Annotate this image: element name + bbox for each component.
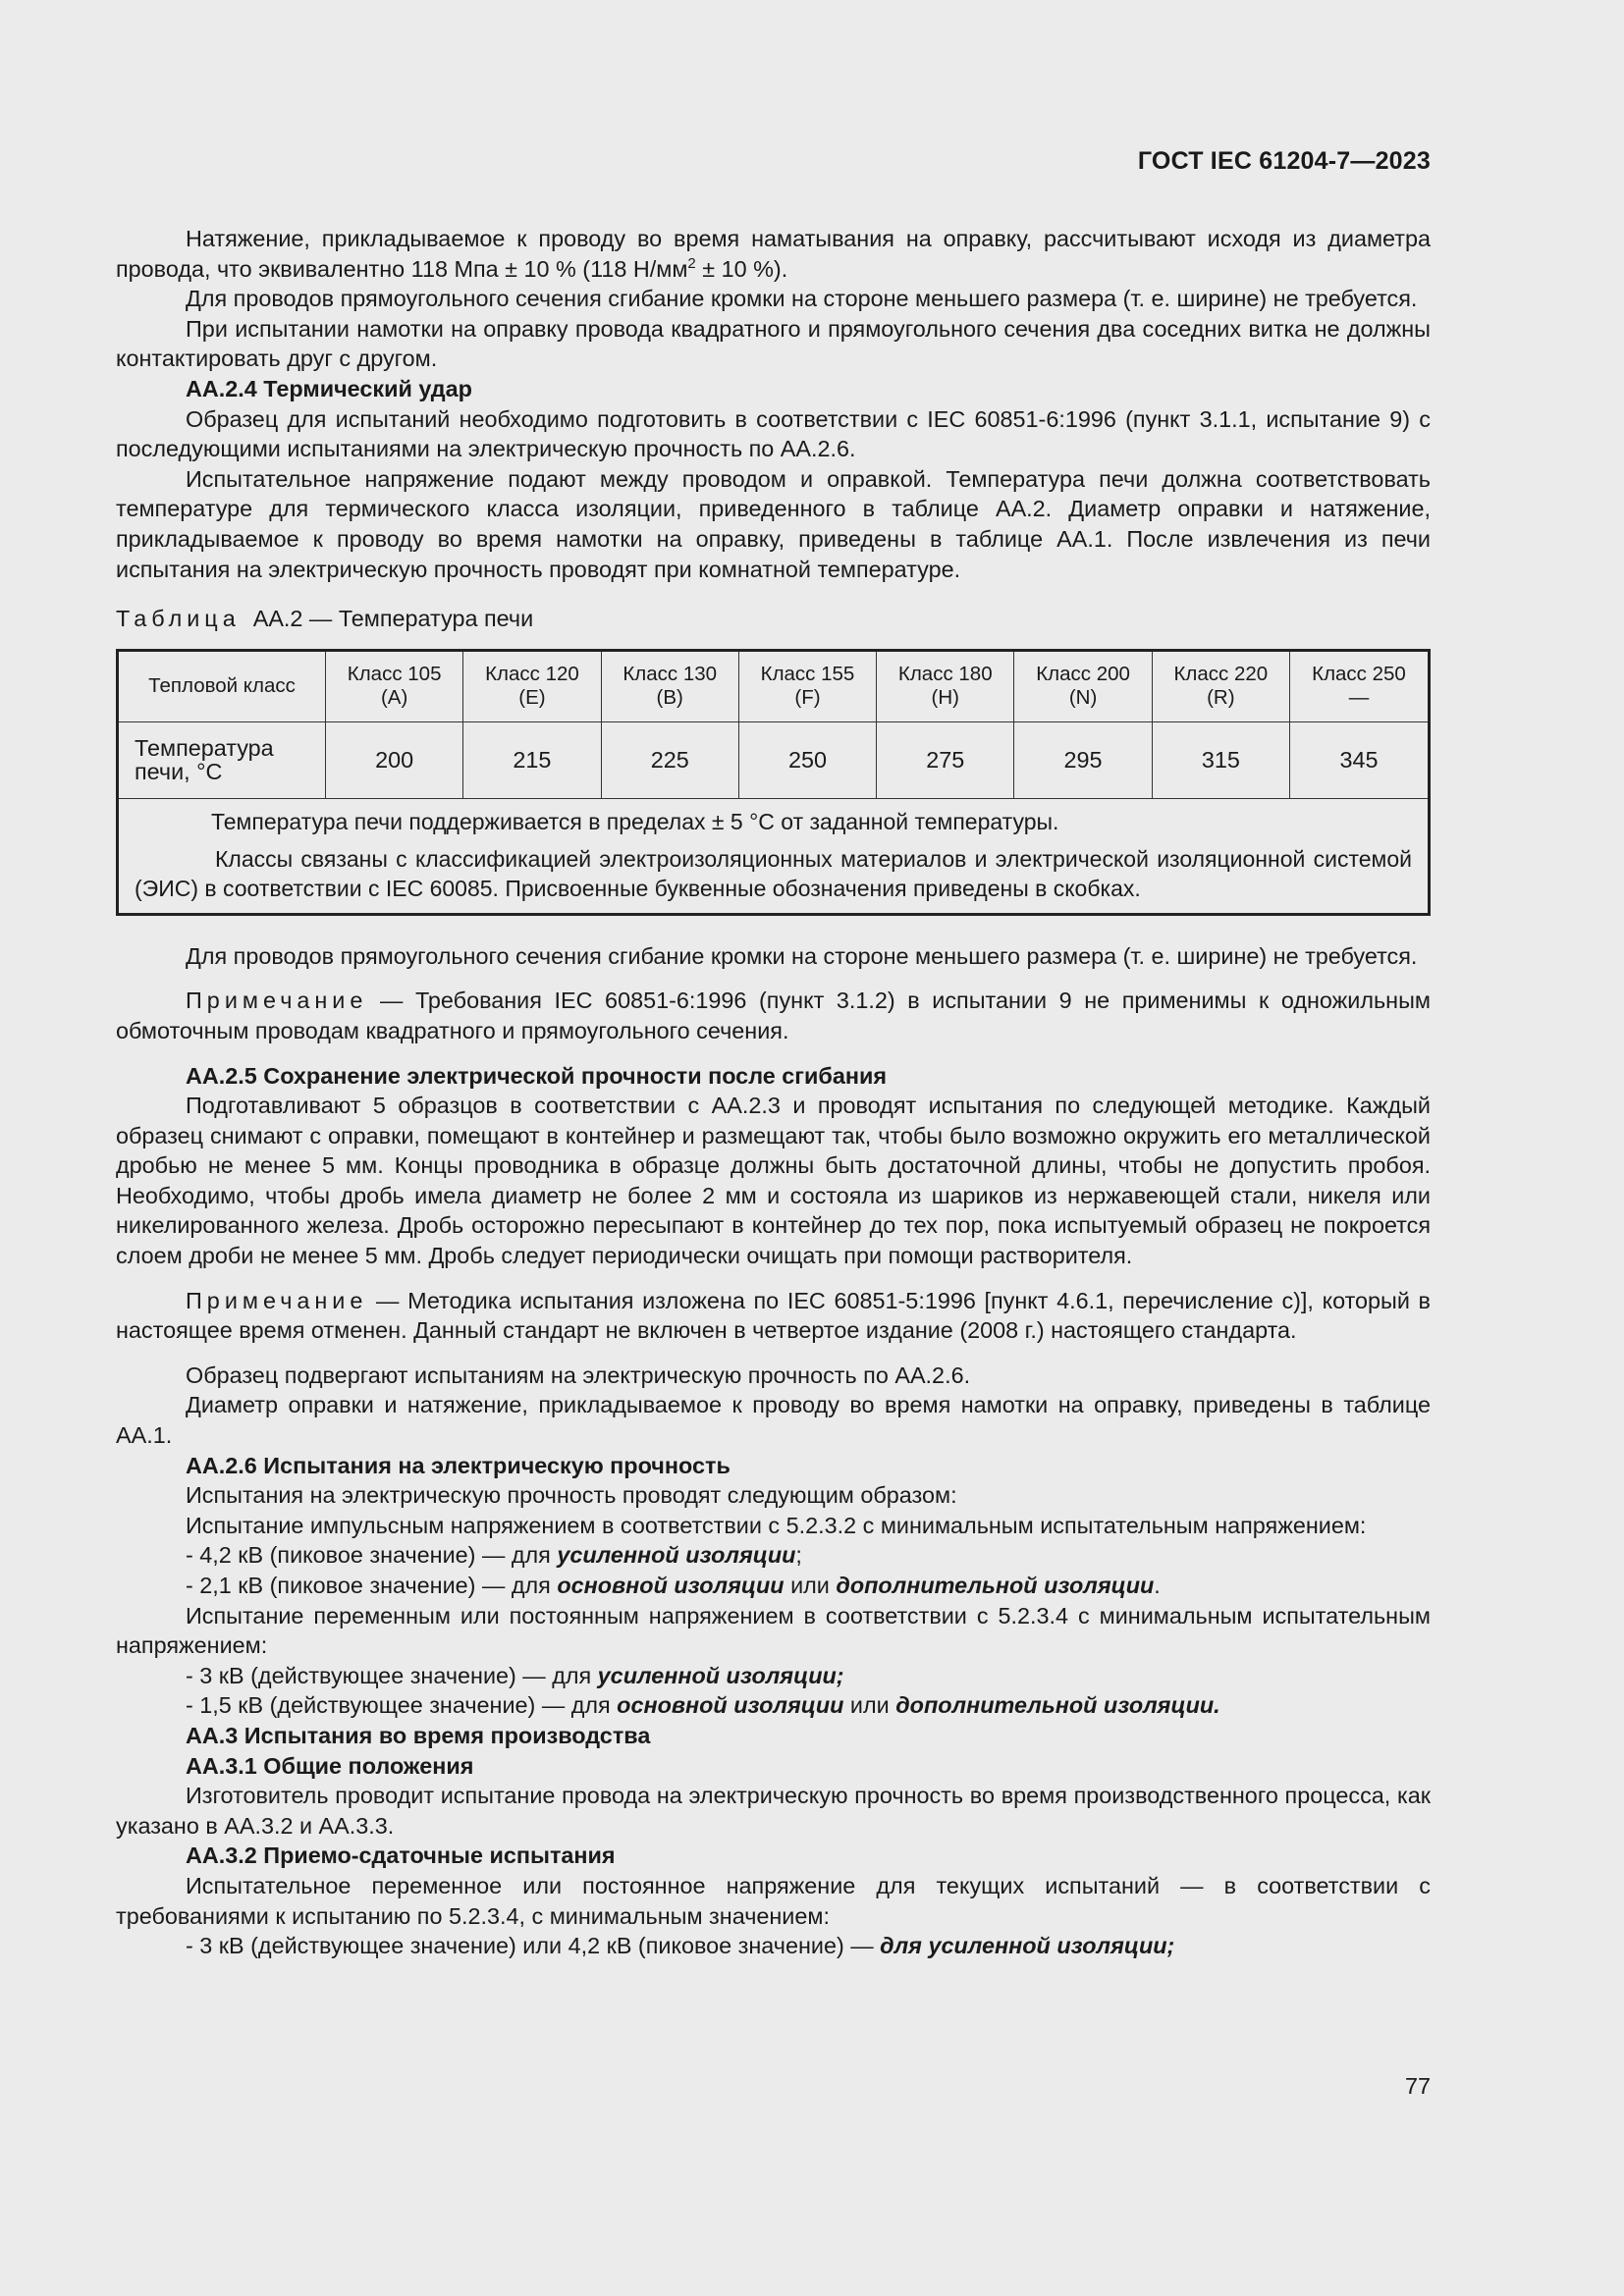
table-note: Температура печи поддерживается в пределах ± 5 °С от заданной температуры. (211, 808, 1059, 834)
temperature-cell: 225 (601, 721, 738, 798)
paragraph: Изготовитель проводит испытание провода на электрическую прочность во время производственного процесса, как указано в АА.3.2 и АА.3.3. (116, 1783, 1431, 1839)
list-item: - 3 кВ (действующее значение) — для усиленной изоляции; (186, 1662, 844, 1688)
paragraph: Подготавливают 5 образцов в соответствии с АА.2.3 и проводят испытания по следующей методике. Каждый образец снимают с оправки, помещают в контейнер и размещают так, чтобы было возможно окружить его металлической дробью не менее 5 мм. Концы проводника в образце должны быть достаточной длины, чтобы не допустить пробоя. Необходимо, чтобы дробь имела диаметр не более 2 мм и состояла из шариков из нержавеющей стали, никеля или никелированного железа. Дробь осторожно пересыпают в контейнер до тех пор, пока испытуемый образец не покроется слоем дроби не менее 5 мм. Дробь следует периодически очищать при помощи растворителя. (116, 1093, 1431, 1269)
temperature-cell: 250 (738, 721, 876, 798)
paragraph: Испытание переменным или постоянным напряжением в соответствии с 5.2.3.4 с минимальным испытательным напряжением: (116, 1602, 1431, 1659)
list-item: - 3 кВ (действующее значение) или 4,2 кВ (пиковое значение) — для усиленной изоляции; (186, 1933, 1175, 1959)
note: Примечание — Требования IEC 60851-6:1996 (пункт 3.1.2) в испытании 9 не применимы к одножильным обмоточным проводам квадратного и прямоугольного сечения. (116, 988, 1431, 1043)
paragraph: Натяжение, прикладываемое к проводу во время наматывания на оправку, рассчитывают исходя из диаметра провода, что эквивалентно 118 Мпа ± 10 % (118 $Н/мм^2 \pm 10$ %). (116, 226, 1431, 282)
temperature-cell: 275 (877, 721, 1014, 798)
temperature-cell: 200 (326, 721, 463, 798)
table-row (118, 721, 1430, 798)
table-row-label: Температура печи, °С (118, 721, 326, 798)
table-notes-row (118, 798, 1430, 914)
paragraph: Испытания на электрическую прочность проводят следующим образом: (186, 1482, 957, 1509)
temperature-cell: 295 (1014, 721, 1152, 798)
section-heading: АА.3.1 Общие положения (186, 1752, 474, 1779)
section-heading: АА.2.6 Испытания на электрическую прочность (186, 1452, 731, 1478)
class-cell: Класс 155 (F) (738, 650, 876, 721)
class-cell: Класс 250 — (1289, 650, 1429, 721)
note: Примечание — Методика испытания изложена по IEC 60851-5:1996 [пункт 4.6.1, перечисление с)], который в настоящее время отменен. Данный стандарт не включен в четвертое издание (2008 г.) настоящего стандарта. (116, 1287, 1431, 1344)
list-item: - 1,5 кВ (действующее значение) — для основной изоляции или дополнительной изоляции. (186, 1692, 1220, 1719)
class-cell: Класс 220 (R) (1152, 650, 1289, 721)
document-body (116, 224, 1431, 1961)
section-heading: АА.2.5 Сохранение электрической прочности после сгибания (186, 1062, 887, 1089)
paragraph: Испытательное переменное или постоянное напряжение для текущих испытаний — в соответствии с требованиями к испытанию по 5.2.3.4, с минимальным значением: (116, 1872, 1431, 1929)
class-cell: Класс 200 (N) (1014, 650, 1152, 721)
paragraph: Диаметр оправки и натяжение, прикладываемое к проводу во время намотки на оправку, приведены в таблице АА.1. (116, 1392, 1431, 1449)
class-cell: Класс 130 (В) (601, 650, 738, 721)
table-header-row (118, 650, 1430, 721)
list-item: - 2,1 кВ (пиковое значение) — для основной изоляции или дополнительной изоляции. (186, 1573, 1161, 1598)
page-number: 77 (1404, 2073, 1431, 2099)
section-heading: АА.3 Испытания во время производства (186, 1722, 651, 1748)
paragraph: Для проводов прямоугольного сечения сгибание кромки на стороне меньшего размера (т. е. ширине) не требуется. (186, 286, 1418, 312)
table-row-header: Тепловой класс (118, 650, 326, 721)
class-cell: Класс 180 (Н) (877, 650, 1014, 721)
table-caption: Таблица АА.2 — Температура печи (116, 606, 534, 632)
paragraph: Образец подвергают испытаниям на электрическую прочность по АА.2.6. (186, 1362, 971, 1388)
table-note: Классы связаны с классификацией электроизоляционных материалов и электрической изоляционной системой (ЭИС) в соответствии с IEC 60085. Присвоенные буквенные обозначения приведены в скобках. (135, 845, 1412, 901)
oven-temperature-table (116, 649, 1431, 916)
document-id: ГОСТ IEC 61204-7—2023 (1137, 147, 1431, 175)
paragraph: Испытательное напряжение подают между проводом и оправкой. Температура печи должна соответствовать температуре для термического класса изоляции, приведенного в таблице АА.2. Диаметр оправки и натяжение, прикладываемое к проводу во время намотки на оправку, приведены в таблице АА.1. После извлечения из печи испытания на электрическую прочность проводят при комнатной температуре. (116, 465, 1431, 582)
paragraph: Образец для испытаний необходимо подготовить в соответствии с IEC 60851-6:1996 (пункт 3.1.1, испытание 9) с последующими испытаниями на электрическую прочность по АА.2.6. (116, 405, 1431, 462)
section-heading: АА.3.2 Приемо-сдаточные испытания (186, 1842, 616, 1869)
section-heading: АА.2.4 Термический удар (186, 375, 472, 401)
class-cell: Класс 120 (Е) (463, 650, 601, 721)
temperature-cell: 345 (1289, 721, 1429, 798)
table-notes (118, 798, 1430, 914)
temperature-cell: 315 (1152, 721, 1289, 798)
temperature-cell: 215 (463, 721, 601, 798)
paragraph: Для проводов прямоугольного сечения сгибание кромки на стороне меньшего размера (т. е. ширине) не требуется. (186, 942, 1418, 969)
paragraph: При испытании намотки на оправку провода квадратного и прямоугольного сечения два соседних витка не должны контактировать друг с другом. (116, 315, 1431, 372)
paragraph: Испытание импульсным напряжением в соответствии с 5.2.3.2 с минимальным испытательным напряжением: (186, 1512, 1367, 1538)
list-item: - 4,2 кВ (пиковое значение) — для усиленной изоляции; (186, 1542, 802, 1569)
class-cell: Класс 105 (А) (326, 650, 463, 721)
